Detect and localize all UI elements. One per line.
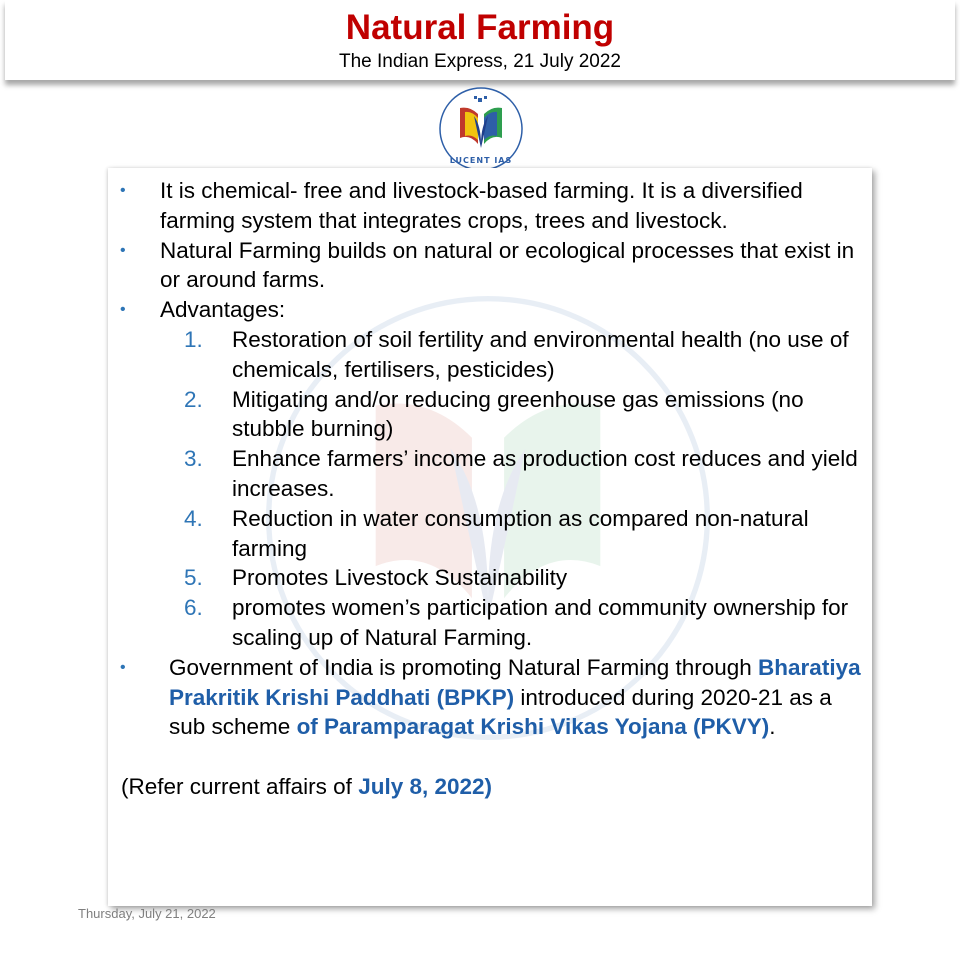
bullet-dot: • <box>120 241 126 259</box>
refer-text: (Refer current affairs of <box>121 774 359 800</box>
item-text: Enhance farmers’ income as production cost reduces and yield increases. <box>232 446 858 501</box>
item-number: 1. <box>184 326 203 352</box>
item-number: 3. <box>184 446 203 472</box>
bullet-dot: • <box>120 182 126 199</box>
item-number: 2. <box>184 386 203 412</box>
advantages-heading: Advantages: <box>160 297 286 323</box>
bullet-text: Natural Farming builds on natural or ecological processes that exist in or around farms. <box>160 237 855 293</box>
advantage-item <box>108 504 872 564</box>
slide-content <box>108 176 872 824</box>
refer-note <box>108 772 872 802</box>
pkvy-highlight: of Paramparagat Krishi Vikas Yojana (PKVY) <box>296 714 770 740</box>
bullet-item-government <box>108 653 872 742</box>
bpkp-highlight: Bharatiya Prakritik Krishi Paddhati (BPKP) <box>169 654 861 710</box>
item-text: Promotes Livestock Sustainability <box>232 565 568 591</box>
bullet-item <box>108 295 872 325</box>
advantage-item <box>108 385 872 445</box>
advantage-item <box>108 325 872 385</box>
item-number: 4. <box>184 505 203 531</box>
content-card <box>108 168 872 906</box>
item-number: 5. <box>184 565 203 591</box>
item-text: Reduction in water consumption as compared non-natural farming <box>232 505 809 561</box>
page-title: Natural Farming <box>345 8 615 47</box>
advantage-item <box>108 444 872 504</box>
item-text: Mitigating and/or reducing greenhouse gas emissions (no stubble burning) <box>232 386 804 442</box>
advantage-item <box>108 593 872 653</box>
gov-text: . <box>769 714 776 740</box>
advantage-item <box>108 563 872 593</box>
slide-header <box>5 0 955 80</box>
bullet-item <box>108 236 872 296</box>
bullet-item <box>108 176 872 236</box>
item-number: 6. <box>184 595 203 621</box>
lucent-ias-logo <box>438 86 524 172</box>
logo-text: LUCENT IAS <box>449 156 513 165</box>
advantages-list <box>108 325 872 653</box>
bullet-dot: • <box>120 301 126 319</box>
source-line: The Indian Express, 21 July 2022 <box>338 51 621 72</box>
footer-date: Thursday, July 21, 2022 <box>78 906 216 921</box>
item-text: promotes women’s participation and community ownership for scaling up of Natural Farming. <box>232 595 849 650</box>
gov-text: Government of India is promoting Natural Farming through <box>169 654 759 680</box>
gov-text: introduced during 2020-21 as a sub scheme <box>169 684 832 740</box>
bullet-dot: • <box>120 658 126 676</box>
refer-date: July 8, 2022) <box>358 774 493 800</box>
item-text: Restoration of soil fertility and environmental health (no use of chemicals, fertilisers, pesticides) <box>232 326 849 382</box>
bullet-text: It is chemical- free and livestock-based farming. It is a diversified farming system that integrates crops, trees and livestock. <box>160 178 803 233</box>
